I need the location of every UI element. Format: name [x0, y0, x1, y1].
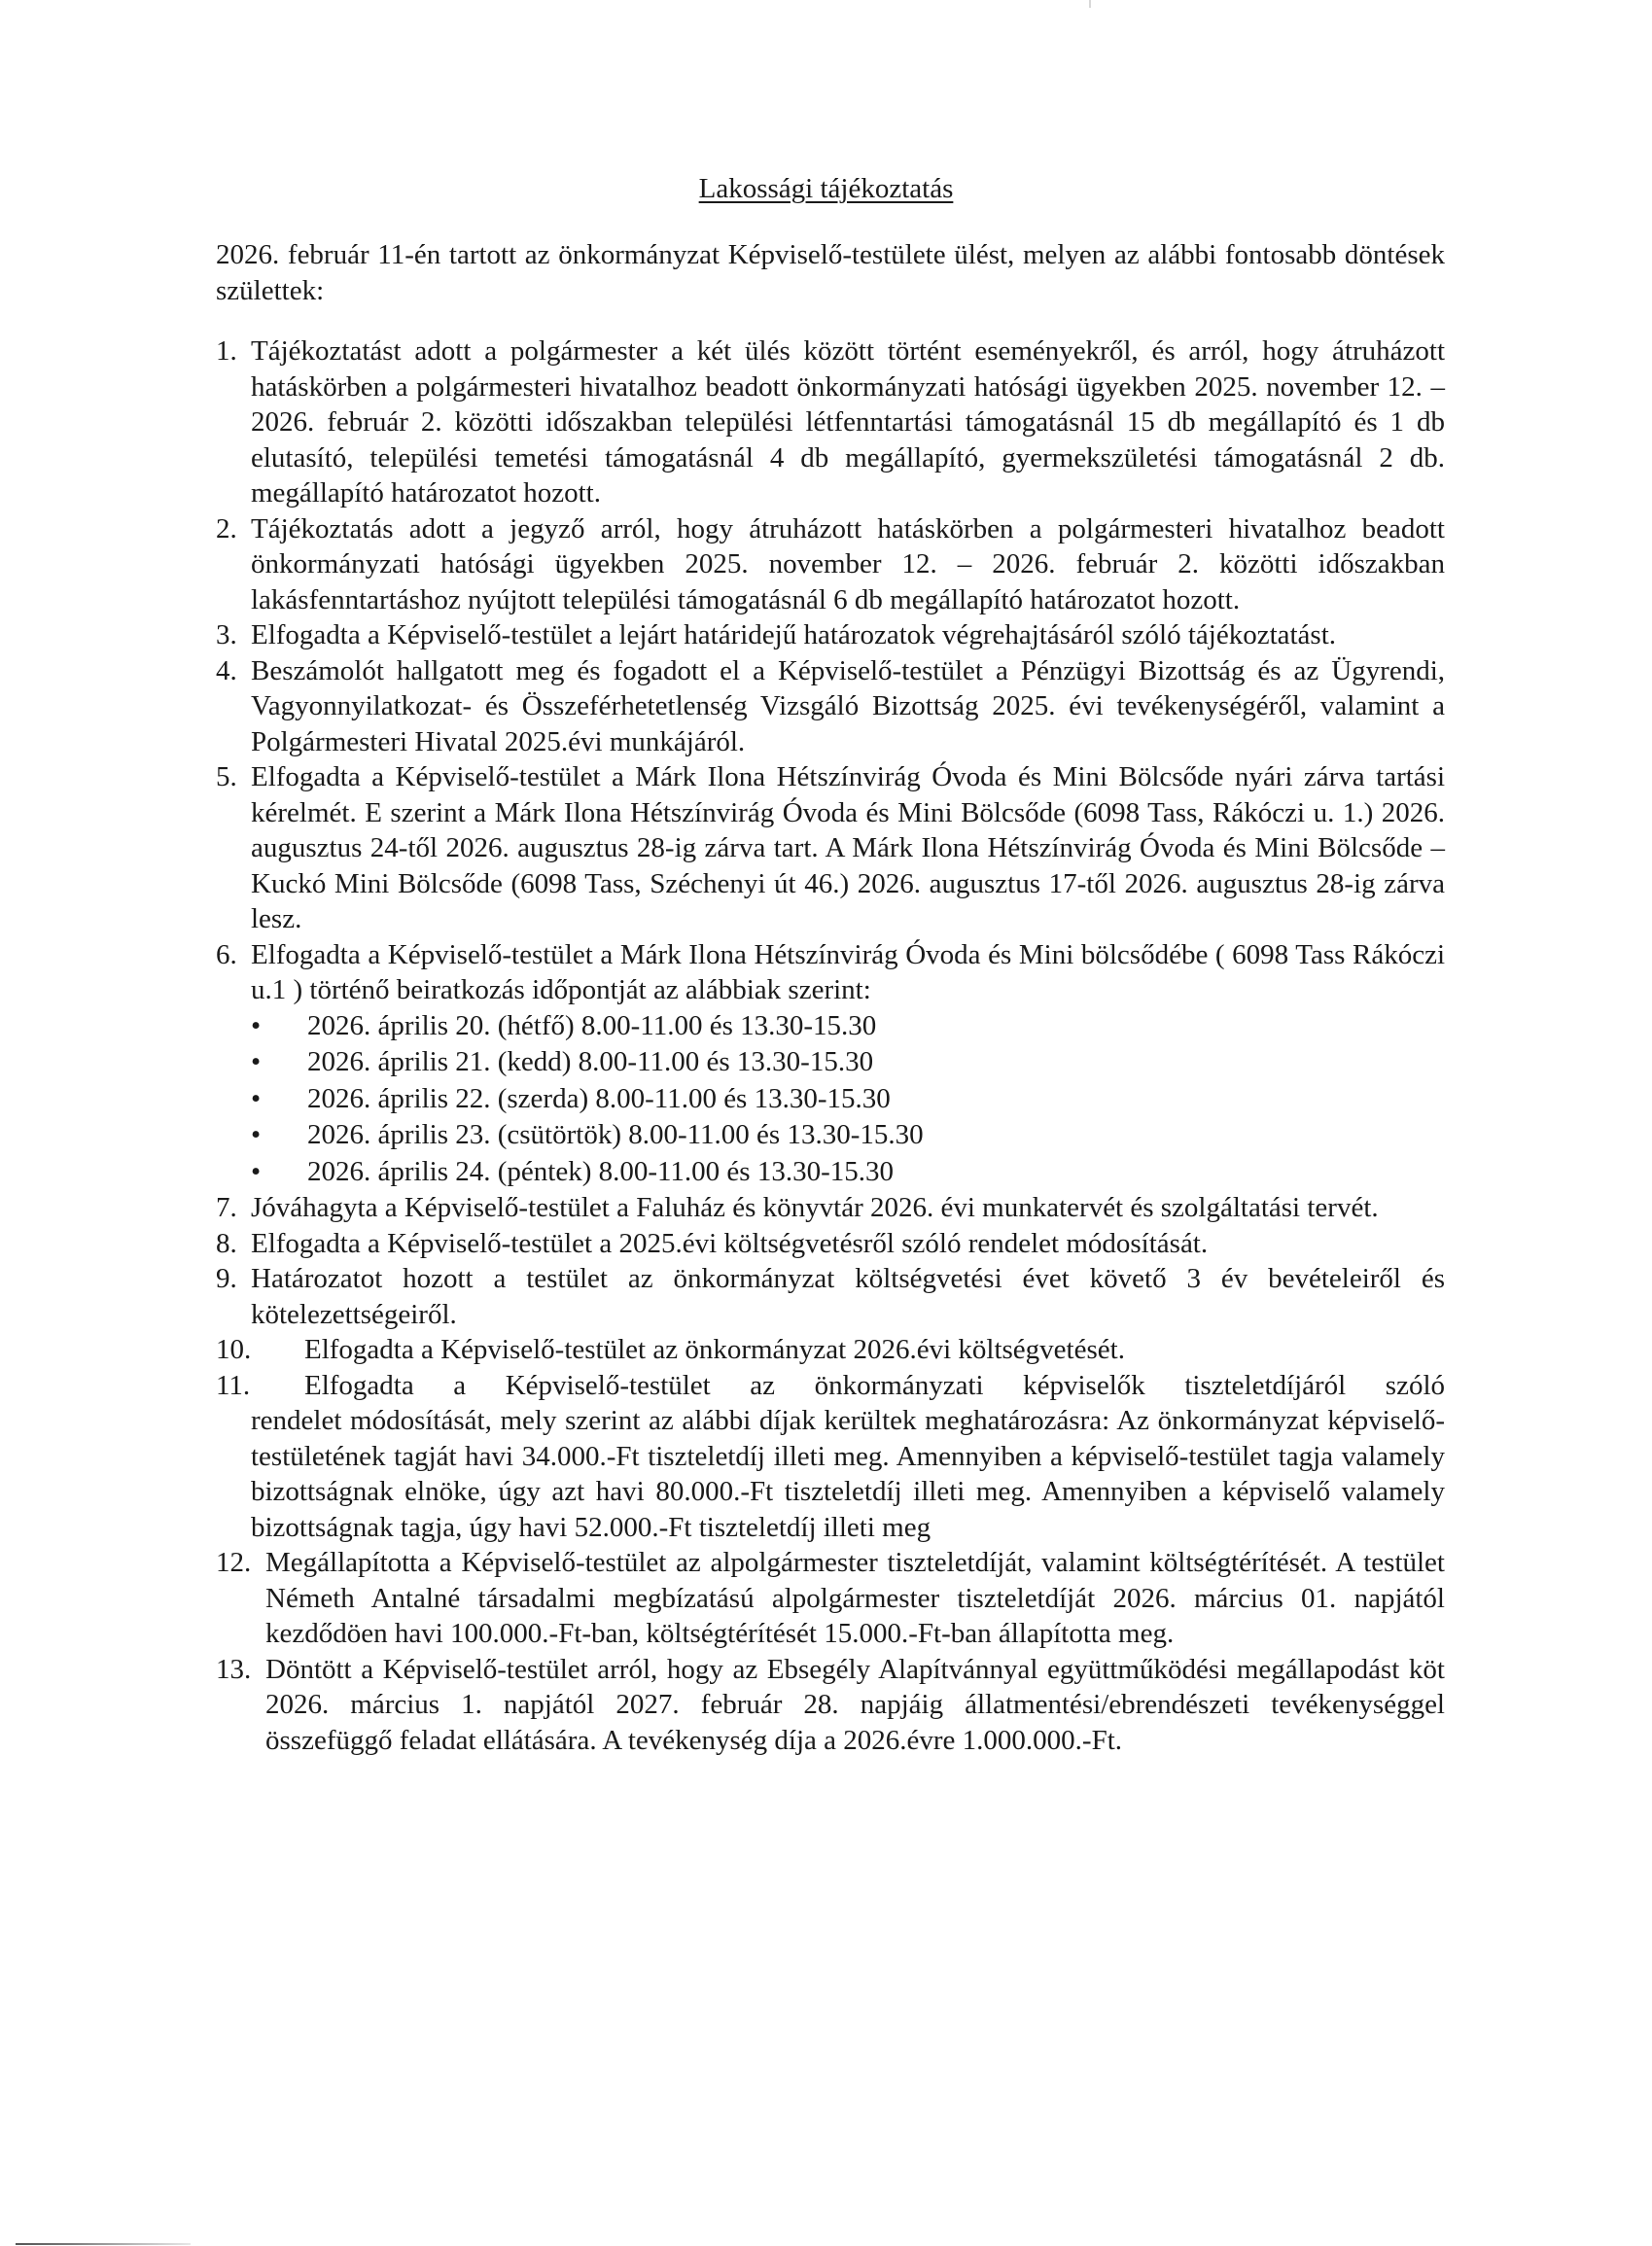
- item-text: Beszámolót hallgatott meg és fogadott el a Képviselő-testület a Pénzügyi Bizottság és az Ügyrendi, Vagyonnyilatkozat- és Összeférhetetlenség Vizsgáló Bizottság 2025. évi tevékenységéről, valamint a Polgármesteri Hivatal 2025.évi munkájáról.: [251, 654, 1445, 757]
- item-number: 13.: [216, 1653, 252, 1685]
- item-text: Döntött a Képviselő-testület arról, hogy az Ebsegély Alapítvánnyal együttműködési megállapodást köt 2026. március 1. napjától 2027. február 28. napjáig állatmentési/ebrendészeti tevékenységgel összefüggő feladat ellátására. A tevékenység díja a 2026.évre 1.000.000.-Ft.: [265, 1653, 1445, 1756]
- bullet-text: 2026. április 20. (hétfő) 8.00-11.00 és 13.30-15.30: [307, 1009, 877, 1041]
- item-number: 9.: [216, 1263, 237, 1294]
- item-number: 3.: [216, 619, 237, 650]
- item-number: 6.: [216, 938, 237, 970]
- item-text: Tájékoztatást adott a polgármester a két ülés között történt eseményekről, és arról, hogy átruházott hatáskörben a polgármesteri hivatalhoz beadott önkormányzati hatósági ügyekben 2025. november 12. – 2026. február 2. közötti időszakban települési létfenntartási támogatásnál 15 db megállapító és 1 db elutasító, települési temetési támogatásnál 4 db megállapító, gyermekszületési támogatásnál 2 db. megállapító határozatot hozott.: [251, 335, 1445, 509]
- item-text: Elfogadta a Képviselő-testület a lejárt határidejű határozatok végrehajtásáról szóló tájékoztatást.: [251, 619, 1337, 650]
- item-number: 11.: [216, 1369, 251, 1401]
- bullet-item: [216, 1081, 1445, 1118]
- item-number: 12.: [216, 1547, 252, 1578]
- item-number: 8.: [216, 1227, 237, 1259]
- bullet-text: 2026. április 23. (csütörtök) 8.00-11.00 és 13.30-15.30: [307, 1119, 924, 1150]
- bullet-text: 2026. április 24. (péntek) 8.00-11.00 és 13.30-15.30: [307, 1155, 894, 1187]
- bullet-item: [216, 1117, 1445, 1154]
- list-item: [216, 1368, 1445, 1546]
- item-text: Tájékoztatás adott a jegyző arról, hogy átruházott hatáskörben a polgármesteri hivatalhoz beadott önkormányzati hatósági ügyekben 2025. november 12. – 2026. február 2. közötti időszakban lakásfenntartáshoz nyújtott települési támogatásnál 6 db megállapító határozatot hozott.: [251, 512, 1445, 615]
- item-number: 7.: [216, 1192, 237, 1223]
- item-number: 4.: [216, 654, 237, 686]
- list-item: [216, 1332, 1445, 1368]
- bullet-text: 2026. április 21. (kedd) 8.00-11.00 és 13.30-15.30: [307, 1046, 874, 1077]
- list-item: [216, 1545, 1445, 1652]
- item-first-line: [216, 1368, 1445, 1404]
- decision-list: [216, 333, 1445, 1758]
- bullet-item: [216, 1008, 1445, 1045]
- list-item: [216, 759, 1445, 937]
- list-item: [216, 937, 1445, 1008]
- document-title: [0, 171, 1652, 206]
- list-item: [216, 333, 1445, 511]
- bullet-item: [216, 1044, 1445, 1081]
- item-text: Jóváhagyta a Képviselő-testület a Faluház és könyvtár 2026. évi munkatervét és szolgáltatási tervét.: [251, 1192, 1379, 1223]
- bullet-item: [216, 1154, 1445, 1191]
- list-item: [216, 511, 1445, 618]
- item-text: Megállapította a Képviselő-testület az alpolgármester tiszteletdíját, valamint költségtérítését. A testület Németh Antalné társadalmi megbízatású alpolgármester tiszteletdíját 2026. március 01. napjától kezdődöen havi 100.000.-Ft-ban, költségtérítését 15.000.-Ft-ban állapította meg.: [265, 1547, 1445, 1649]
- title-text: Lakossági tájékoztatás: [698, 173, 954, 204]
- list-item: [216, 1261, 1445, 1332]
- item-number: 10.: [216, 1334, 252, 1365]
- item-text: Határozatot hozott a testület az önkormányzat költségvetési évet követő 3 év bevételeiről és kötelezettségeiről.: [251, 1263, 1445, 1330]
- item-number: 2.: [216, 512, 237, 544]
- list-item: [216, 1190, 1445, 1226]
- item-text: Elfogadta a Képviselő-testület a Márk Ilona Hétszínvirág Óvoda és Mini Bölcsőde nyári zárva tartási kérelmét. E szerint a Márk Ilona Hétszínvirág Óvoda és Mini Bölcsőde (6098 Tass, Rákóczi u. 1.) 2026. augusztus 24-től 2026. augusztus 28-ig zárva tart. A Márk Ilona Hétszínvirág Óvoda és Mini Bölcsőde – Kuckó Mini Bölcsőde (6098 Tass, Széchenyi út 46.) 2026. augusztus 17-től 2026. augusztus 28-ig zárva lesz.: [251, 761, 1445, 934]
- list-item: [216, 653, 1445, 760]
- list-item: [216, 617, 1445, 653]
- item-text: Elfogadta a Képviselő-testület a 2025.évi költségvetésről szóló rendelet módosítását.: [251, 1227, 1209, 1259]
- intro-paragraph: 2026. február 11-én tartott az önkormányzat Képviselő-testülete ülést, melyen az alábbi fontosabb döntések születtek:: [216, 239, 1445, 306]
- bullet-icon: •: [251, 1119, 262, 1150]
- bullet-icon: •: [251, 1046, 262, 1077]
- bullet-icon: •: [251, 1009, 262, 1041]
- item-text: rendelet módosítását, mely szerint az alábbi díjak kerültek meghatározásra: Az önkormányzat képviselő-testületének tagját havi 34.000.-Ft tiszteletdíj illeti meg. Amennyiben a képviselő-testület tagja valamely bizottságnak elnöke, úgy azt havi 80.000.-Ft tiszteletdíj illeti meg. Amennyiben a képviselő valamely bizottságnak tagja, úgy havi 52.000.-Ft tiszteletdíj illeti meg: [251, 1405, 1445, 1543]
- item-first-line-text: Elfogadta a Képviselő-testület az önkormányzati képviselők tiszteletdíjáról szóló: [304, 1369, 1445, 1401]
- bullet-list: [216, 1008, 1445, 1191]
- scan-edge-line: [16, 2243, 191, 2245]
- bullet-text: 2026. április 22. (szerda) 8.00-11.00 és 13.30-15.30: [307, 1082, 891, 1114]
- item-number: 1.: [216, 335, 237, 367]
- item-text: Elfogadta a Képviselő-testület az önkormányzat 2026.évi költségvetését.: [304, 1334, 1125, 1365]
- item-number: 5.: [216, 761, 237, 792]
- item-text: Elfogadta a Képviselő-testület a Márk Ilona Hétszínvirág Óvoda és Mini bölcsődébe ( 6098 Tass Rákóczi u.1 ) történő beiratkozás időpontját az alábbiak szerint:: [251, 938, 1445, 1005]
- list-item: [216, 1226, 1445, 1262]
- scan-mark: [1089, 0, 1091, 8]
- list-item: [216, 1652, 1445, 1759]
- bullet-icon: •: [251, 1082, 262, 1114]
- enrollment-dates: [216, 1008, 1445, 1191]
- bullet-icon: •: [251, 1155, 262, 1187]
